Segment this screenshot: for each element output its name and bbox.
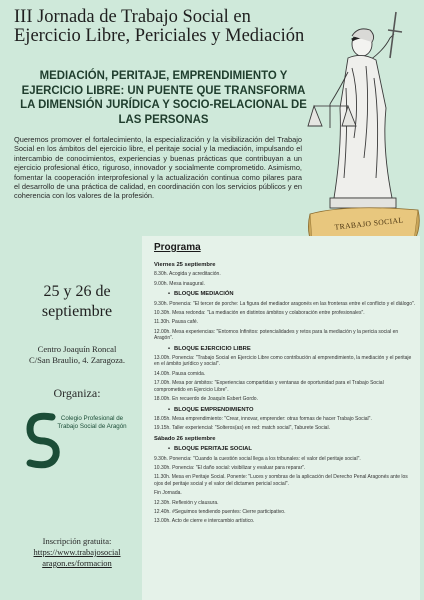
intro-paragraph: Queremos promover el fortalecimiento, la especialización y la visibilización del Trabajo Social en los ámbitos del ejercicio libre, el peritaje social y la mediación, impulsando el intercambio de conocimientos, experiencias y buenas prácticas que contribuyan a un ejercicio profesional ético, riguroso, innovador y socialmente comprometido. Asimismo, fomentar la cooperación interprofesional y la actualización continua como pilares para el desarrollo de una práctica de calidad, en coordinación con los servicios públicos y en coherencia con los valores de la profesión. xyxy=(14,135,302,201)
venue-line: Centro Joaquín Roncal xyxy=(37,344,117,354)
program-list xyxy=(154,258,416,528)
program-item: 9.00h. Mesa inaugural. xyxy=(154,280,205,287)
program-item: 14.00h. Pausa comida. xyxy=(154,370,206,377)
program-item: 12.00h. Mesa experiencias: "Entornos Infinitos: potencialidades y retos para la mediación y la pericia social en Aragón". xyxy=(154,328,399,342)
inscription-link-line: aragon.es/formacion xyxy=(42,558,112,568)
program-item: 18.05h. Mesa emprendimiento: "Crear, innovar, emprender: otras formas de hacer Trabajo Social". xyxy=(154,415,372,422)
program-item: 13.00h. Acto de cierre e intercambio artístico. xyxy=(154,518,255,525)
program-item: 10.30h. Ponencia: "El daño social: visibilizar y evaluar para reparar". xyxy=(154,464,306,471)
program-block-heading: • BLOQUE EJERCICIO LIBRE xyxy=(168,346,416,352)
banner-label: TRABAJO SOCIAL xyxy=(334,215,404,232)
program-item: Fin Jornada. xyxy=(154,490,182,497)
program-block-heading: • BLOQUE PERITAJE SOCIAL xyxy=(168,446,416,452)
program-block-heading: • BLOQUE EMPRENDIMIENTO xyxy=(168,407,416,413)
inscription-link[interactable] xyxy=(8,547,146,569)
colegio-logo-text: Colegio Profesional de Trabajo Social de Aragón xyxy=(57,415,127,430)
program-item: 13.00h. Ponencia: "Trabajo Social en Ejercicio Libre como contribución al emprendimiento, la mediación y el peritaje en el ámbito jurídico y social". xyxy=(154,355,412,368)
inscription xyxy=(8,536,146,569)
program-item: 9.30h. Ponencia: "El tercer de porche: La figura del mediador aragonés en las fronteras entre el conflicto y el diálogo". xyxy=(154,300,416,307)
program-item: 11.30h. Pausa café. xyxy=(154,319,199,326)
program-item: 12.40h. #Seguimos tendiendo puentes: Cierre participativo. xyxy=(154,508,286,515)
left-column xyxy=(8,282,146,471)
program-panel xyxy=(142,236,420,600)
venue-line: C/San Braulio, 4. Zaragoza. xyxy=(29,355,125,365)
program-item: 11.30h. Mesa en Peritaje Social. Ponente: "Luces y sombras de la aplicación del Derecho Penal Aragonés ante los ojos del peritaje social y el valor del dictamen pericial social". xyxy=(154,474,408,487)
organiza-label: Organiza: xyxy=(53,386,101,400)
inscription-label: Inscripción gratuita: xyxy=(42,536,112,546)
program-day: Viernes 25 septiembre xyxy=(154,262,216,268)
program-item: 17.00h. Mesa por ámbitos: "Experiencias compartidas y ventanas de oportunidad para el Trabajo Social comprometido en Ejercicio Libre". xyxy=(154,380,384,393)
event-date: 25 y 26 de septiembre xyxy=(41,283,113,320)
poster-title: III Jornada de Trabajo Social en Ejercicio Libre, Periciales y Mediación xyxy=(14,7,305,46)
program-item: 9.30h. Ponencia: "Cuando la cuestión social llega a los tribunales: el valor del peritaje social". xyxy=(154,455,361,462)
inscription-link-line: https://www.trabajosocial xyxy=(33,547,121,557)
poster-subtitle: MEDIACIÓN, PERITAJE, EMPRENDIMIENTO Y EJERCICIO LIBRE: UN PUENTE QUE TRANSFORMA LA DIMENSIÓN JURÍDICA Y SOCIO-RELACIONAL DE LAS PERSONAS xyxy=(20,68,307,126)
program-block-heading: • BLOQUE MEDIACIÓN xyxy=(168,291,416,297)
program-day: Sábado 26 septiembre xyxy=(154,435,216,442)
program-item: 10.30h. Mesa redonda: "La mediación en distintos ámbitos y colaboración entre profesionales". xyxy=(154,310,365,317)
venue xyxy=(8,344,146,366)
program-item: 8.30h. Acogida y acreditación. xyxy=(154,271,221,278)
colegio-logo xyxy=(22,409,132,471)
program-item: 18.00h. En recuerdo de Joaquín Esbert Gordo. xyxy=(154,396,258,403)
program-item: 12.30h. Reflexión y clausura. xyxy=(154,499,219,506)
program-title: Programa xyxy=(154,242,201,253)
program-item: 19.15h. Taller experiencial: "Solteros(as) en red: match social", Taburete Social. xyxy=(154,425,330,432)
